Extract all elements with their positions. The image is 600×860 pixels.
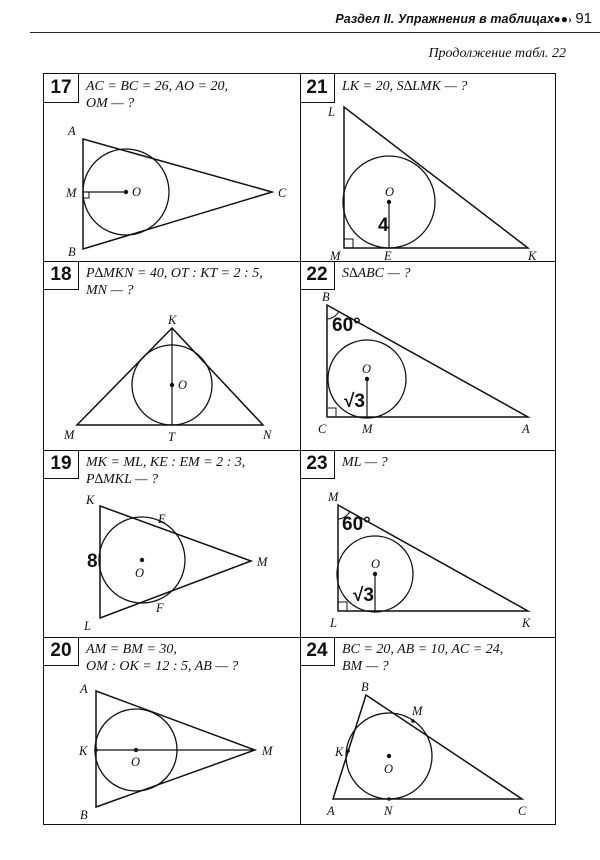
label-k: K <box>86 493 95 507</box>
center-point <box>387 200 391 204</box>
label-n: N <box>263 428 272 442</box>
triangle-mkl <box>100 506 251 618</box>
problem-condition: MK = ML, KE : EM = 2 : 3, P∆MKL — ? <box>86 455 246 487</box>
point-k <box>94 748 98 752</box>
problem-21-figure <box>300 74 557 261</box>
label-o: O <box>385 185 395 199</box>
exercise-table <box>43 73 556 825</box>
dots-icon: ●●› <box>553 12 572 26</box>
problem-18-figure <box>44 261 300 450</box>
problem-23-cell <box>300 450 557 637</box>
label-radius: 4 <box>378 215 389 236</box>
center-point <box>373 572 377 576</box>
page-header <box>0 0 600 36</box>
center-point <box>365 377 369 381</box>
label-l: L <box>330 616 337 630</box>
triangle-abc <box>333 695 522 799</box>
label-b: B <box>68 245 76 259</box>
label-c: C <box>318 422 327 436</box>
label-k: K <box>528 249 537 263</box>
label-side: 8 <box>87 551 98 572</box>
problem-condition: ML — ? <box>342 455 388 470</box>
point-k <box>346 749 350 753</box>
triangle-mkn <box>77 328 263 425</box>
label-angle: 60° <box>332 315 361 336</box>
problem-24-figure <box>300 637 557 826</box>
label-o: O <box>131 755 141 769</box>
header-rule <box>30 32 600 33</box>
problem-19-cell <box>44 450 300 637</box>
problem-condition: AC = BC = 26, AO = 20, OM — ? <box>86 79 229 111</box>
problem-number: 18 <box>44 261 79 290</box>
point-n <box>387 797 391 801</box>
page-number: 91 <box>575 10 592 27</box>
label-m: M <box>362 422 373 436</box>
label-a: A <box>68 124 76 138</box>
label-m: M <box>64 428 75 442</box>
label-l: L <box>328 105 335 119</box>
label-o: O <box>371 557 381 571</box>
label-m: M <box>66 186 77 200</box>
problem-number: 20 <box>44 637 79 666</box>
label-m: M <box>330 249 341 263</box>
point-m <box>411 719 415 723</box>
problem-condition: LK = 20, S∆LMK — ? <box>342 79 468 94</box>
problem-24-cell <box>300 637 557 826</box>
problem-condition: AM = BM = 30, OM : OK = 12 : 5, AB — ? <box>86 642 239 674</box>
label-a: A <box>522 422 530 436</box>
right-angle-mark <box>344 239 353 248</box>
problem-17-figure <box>44 74 300 261</box>
label-k: K <box>335 745 344 759</box>
label-b: B <box>322 290 330 304</box>
label-c: C <box>518 804 527 818</box>
label-radius: √3 <box>344 391 365 412</box>
right-angle-mark <box>327 408 336 417</box>
right-angle-mark <box>338 602 347 611</box>
label-e: E <box>384 249 392 263</box>
label-a: A <box>80 682 88 696</box>
problem-18-cell <box>44 261 300 450</box>
problem-22-figure <box>300 261 557 450</box>
label-b: B <box>80 808 88 822</box>
problem-23-figure <box>300 450 557 637</box>
problem-condition: S∆ABC — ? <box>342 266 411 281</box>
problem-21-cell <box>300 74 557 261</box>
problem-19-figure <box>44 450 300 637</box>
center-point <box>124 190 128 194</box>
label-a: A <box>327 804 335 818</box>
problem-22-cell <box>300 261 557 450</box>
problem-number: 17 <box>44 74 79 103</box>
problem-condition: BC = 20, AB = 10, AC = 24, BM — ? <box>342 642 504 674</box>
label-angle: 60° <box>342 514 371 535</box>
label-o: O <box>178 378 188 392</box>
label-radius: √3 <box>353 585 374 606</box>
section-title: Раздел II. Упражнения в таблицах <box>335 12 554 26</box>
label-k: K <box>168 313 177 327</box>
label-m: M <box>262 744 273 758</box>
label-k: K <box>79 744 88 758</box>
label-o: O <box>135 566 145 580</box>
table-continuation-caption: Продолжение табл. 22 <box>428 46 566 61</box>
label-m: M <box>412 704 423 718</box>
center-point <box>134 748 138 752</box>
problem-20-cell <box>44 637 300 826</box>
label-m: M <box>257 555 268 569</box>
label-e: E <box>158 512 166 526</box>
center-point <box>387 754 391 758</box>
label-l: L <box>84 619 91 633</box>
label-f: F <box>156 601 164 615</box>
center-point <box>170 383 174 387</box>
label-o: O <box>384 762 394 776</box>
problem-number: 21 <box>300 74 335 103</box>
label-o: O <box>362 362 372 376</box>
problem-17-cell <box>44 74 300 261</box>
triangle-lmk <box>344 107 528 248</box>
label-t: T <box>168 430 175 444</box>
problem-number: 24 <box>300 637 335 666</box>
problem-condition: P∆MKN = 40, OT : KT = 2 : 5, MN — ? <box>86 266 263 298</box>
label-m: M <box>328 490 339 504</box>
label-o: O <box>132 185 142 199</box>
label-k: K <box>522 616 531 630</box>
problem-number: 19 <box>44 450 79 479</box>
label-b: B <box>361 680 369 694</box>
center-point <box>140 558 144 562</box>
problem-number: 22 <box>300 261 335 290</box>
problem-20-figure <box>44 637 300 826</box>
label-c: C <box>278 186 287 200</box>
triangle-abm <box>96 691 255 807</box>
problem-number: 23 <box>300 450 335 479</box>
label-n: N <box>384 804 393 818</box>
